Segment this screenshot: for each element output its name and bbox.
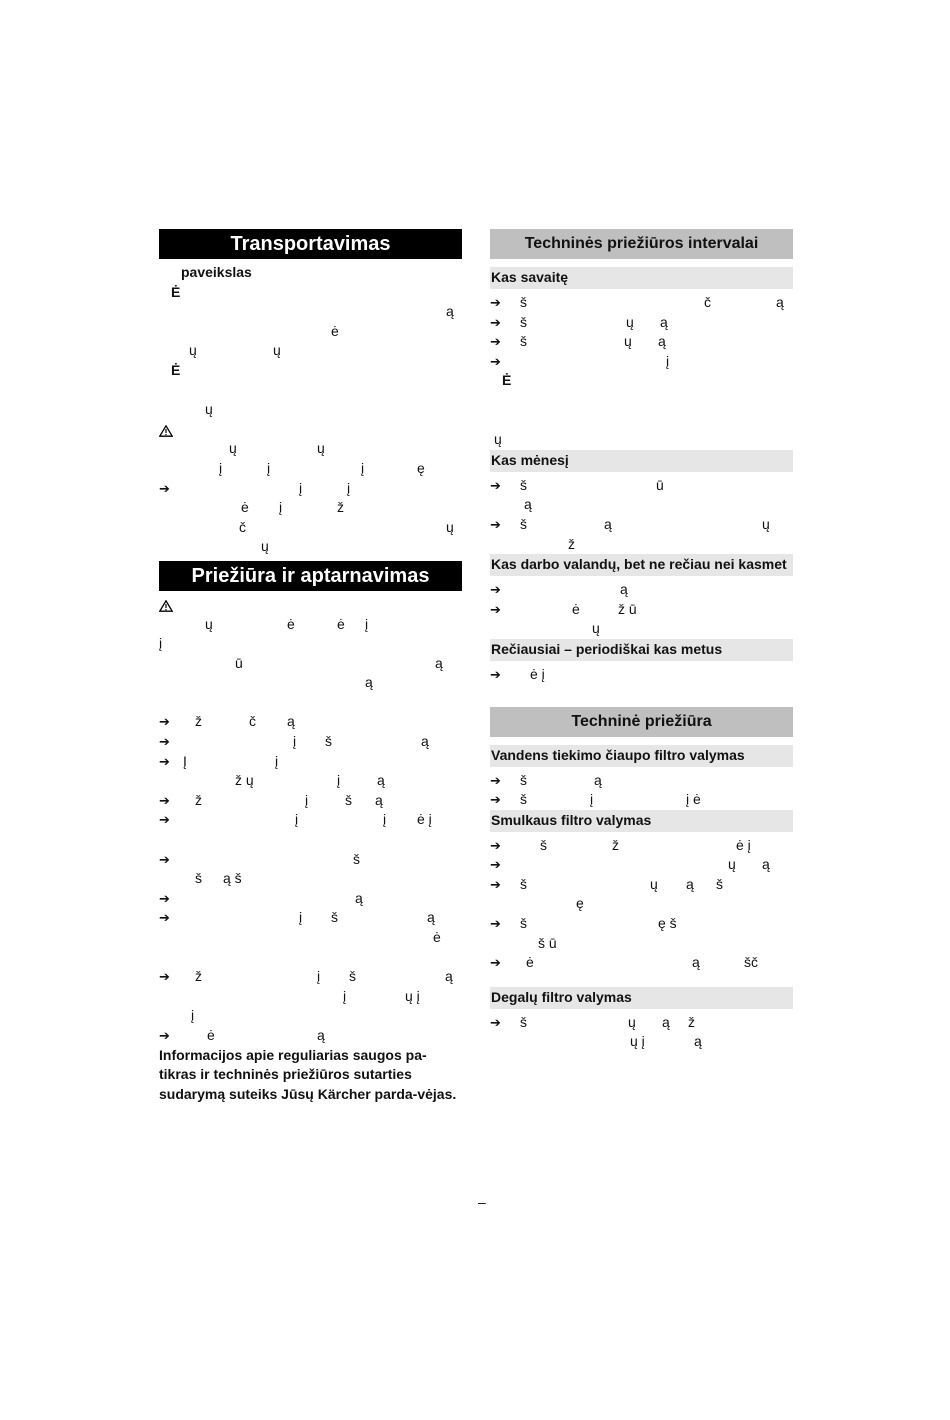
text-line: ų	[592, 620, 600, 637]
arrow-icon: ➔	[159, 480, 170, 496]
maintenance-section	[159, 595, 462, 1104]
text-line: ➔ ž į š ą	[159, 791, 462, 811]
text-line: į	[159, 635, 163, 652]
text-line: ➔ ų ą	[490, 855, 793, 875]
text-line: ➔ ė ą šč	[490, 953, 793, 973]
arrow-icon: ➔	[490, 772, 501, 788]
text-line: ➔ š ų ą	[490, 332, 793, 352]
text-line: ➔ ė ą	[159, 1026, 462, 1046]
arrow-icon: ➔	[159, 714, 170, 730]
arrow-icon: ➔	[159, 890, 170, 906]
text-line: ➔ į į	[159, 479, 462, 499]
fuel-filter-section	[490, 1013, 793, 1052]
arrow-icon: ➔	[490, 955, 501, 971]
arrow-icon: ➔	[159, 734, 170, 750]
rarely-heading: Rečiausiai – periodiškai kas metus	[490, 639, 793, 661]
arrow-icon: ➔	[159, 969, 170, 985]
text-line: ž	[568, 535, 575, 552]
text-line: ž ų į ą	[235, 772, 385, 789]
fine-filter-section	[490, 836, 793, 973]
weekly-heading: Kas savaitę	[490, 267, 793, 289]
text-line: č ų	[239, 518, 454, 535]
text-line: ų į ą	[630, 1033, 702, 1050]
text-line	[159, 420, 462, 440]
arrow-icon: ➔	[490, 582, 501, 598]
text-line: ➔ š į į ė	[490, 790, 793, 810]
text-line: Ė	[171, 283, 181, 300]
text-line: ➔ š ų ą	[490, 313, 793, 333]
transport-section	[159, 263, 462, 557]
text-line: ➔ š ą ų	[490, 515, 793, 535]
arrow-icon: ➔	[490, 666, 501, 682]
text-line: į	[191, 1007, 195, 1024]
hours-heading: Kas darbo valandų, bet ne rečiau nei kasmet	[490, 554, 793, 576]
tap-filter-heading: Vandens tiekimo čiaupo filtro valymas	[490, 745, 793, 767]
arrow-icon: ➔	[490, 792, 501, 808]
text-line: ➔ ž į š ą	[159, 967, 462, 987]
arrow-icon: ➔	[490, 477, 501, 493]
arrow-icon: ➔	[159, 1027, 170, 1043]
text-line: š ą š	[195, 870, 242, 887]
text-line: ➔ ą	[490, 580, 793, 600]
arrow-icon: ➔	[159, 792, 170, 808]
text-line: ų	[205, 401, 213, 418]
text-line: ų ų	[189, 342, 281, 359]
text-line: ą	[524, 496, 532, 513]
text-line: ų ų	[229, 440, 325, 457]
text-line: ➔ š č ą	[490, 293, 793, 313]
arrow-icon: ➔	[490, 857, 501, 873]
left-column	[159, 229, 462, 1104]
arrow-icon: ➔	[490, 1014, 501, 1030]
hours-section	[490, 580, 793, 639]
arrow-icon: ➔	[490, 601, 501, 617]
text-line: š ū	[538, 934, 557, 951]
text-line: į į į ę	[219, 459, 425, 476]
service-heading: Techninė priežiūra	[490, 707, 793, 737]
arrow-icon: ➔	[490, 334, 501, 350]
text-line: ū ą	[235, 654, 443, 671]
arrow-icon: ➔	[490, 876, 501, 892]
fine-filter-heading: Smulkaus filtro valymas	[490, 810, 793, 832]
arrow-icon: ➔	[159, 812, 170, 828]
text-line: ę	[576, 895, 584, 912]
text-line: ➔ ą	[159, 889, 462, 909]
arrow-icon: ➔	[159, 851, 170, 867]
transport-heading: Transportavimas	[159, 229, 462, 259]
text-line: ➔ ė į	[490, 665, 793, 685]
maintenance-heading: Priežiūra ir aptarnavimas	[159, 561, 462, 591]
text-line: Ė	[502, 372, 512, 389]
text-line: ➔ į	[490, 352, 793, 372]
text-line: ➔ ž č ą	[159, 712, 462, 732]
text-line: ą	[446, 303, 454, 320]
weekly-section	[490, 293, 793, 450]
dealer-note: Informacijos apie reguliarias saugos pa-tikras ir techninės priežiūros sutarties sudarymą suteiks Jūsų Kärcher parda-vėjas.	[159, 1046, 457, 1102]
text-line: ➔ š	[159, 850, 462, 870]
arrow-icon: ➔	[490, 516, 501, 532]
text-line: ➔ š ų ą š	[490, 875, 793, 895]
warning-icon	[159, 425, 173, 437]
monthly-section	[490, 476, 793, 554]
text-line: ➔ š ū	[490, 476, 793, 496]
text-line: ➔ š ų ą ž	[490, 1013, 793, 1033]
arrow-icon: ➔	[490, 353, 501, 369]
text-line: ➔ į į ė į	[159, 810, 462, 830]
text-line: ų	[261, 538, 269, 555]
text-line: paveikslas	[181, 264, 252, 280]
tap-filter-section	[490, 771, 793, 810]
arrow-icon: ➔	[490, 837, 501, 853]
monthly-heading: Kas mėnesį	[490, 450, 793, 472]
text-line: ą	[365, 674, 373, 691]
arrow-icon: ➔	[490, 916, 501, 932]
text-line: ➔ š ž ė į	[490, 836, 793, 856]
text-line: ➔ į š ą	[159, 732, 462, 752]
text-line: ➔ š ą	[490, 771, 793, 791]
text-line: ➔ Į į	[159, 752, 462, 772]
text-line: ė	[331, 322, 339, 339]
arrow-icon: ➔	[490, 295, 501, 310]
rarely-section	[490, 665, 793, 685]
text-line: ➔ į š ą	[159, 908, 462, 928]
text-line: Ė	[171, 361, 181, 378]
arrow-icon: ➔	[159, 753, 170, 769]
fuel-filter-heading: Degalų filtro valymas	[490, 987, 793, 1009]
text-line: ų ė ė į	[205, 615, 369, 632]
text-line: ė į ž	[241, 499, 344, 516]
text-line	[159, 595, 462, 615]
right-column	[490, 229, 793, 1052]
text-line: į ų į	[343, 987, 420, 1004]
intervals-heading: Techninės priežiūros intervalai	[490, 229, 793, 259]
arrow-icon: ➔	[490, 314, 501, 330]
text-line: ė	[433, 929, 441, 945]
warning-icon	[159, 600, 173, 612]
text-line: ➔ ė ž ū	[490, 600, 793, 620]
arrow-icon: ➔	[159, 910, 170, 926]
text-line: ➔ š ę š	[490, 914, 793, 934]
page-number: –	[478, 1194, 486, 1210]
text-line: ų	[494, 431, 502, 448]
